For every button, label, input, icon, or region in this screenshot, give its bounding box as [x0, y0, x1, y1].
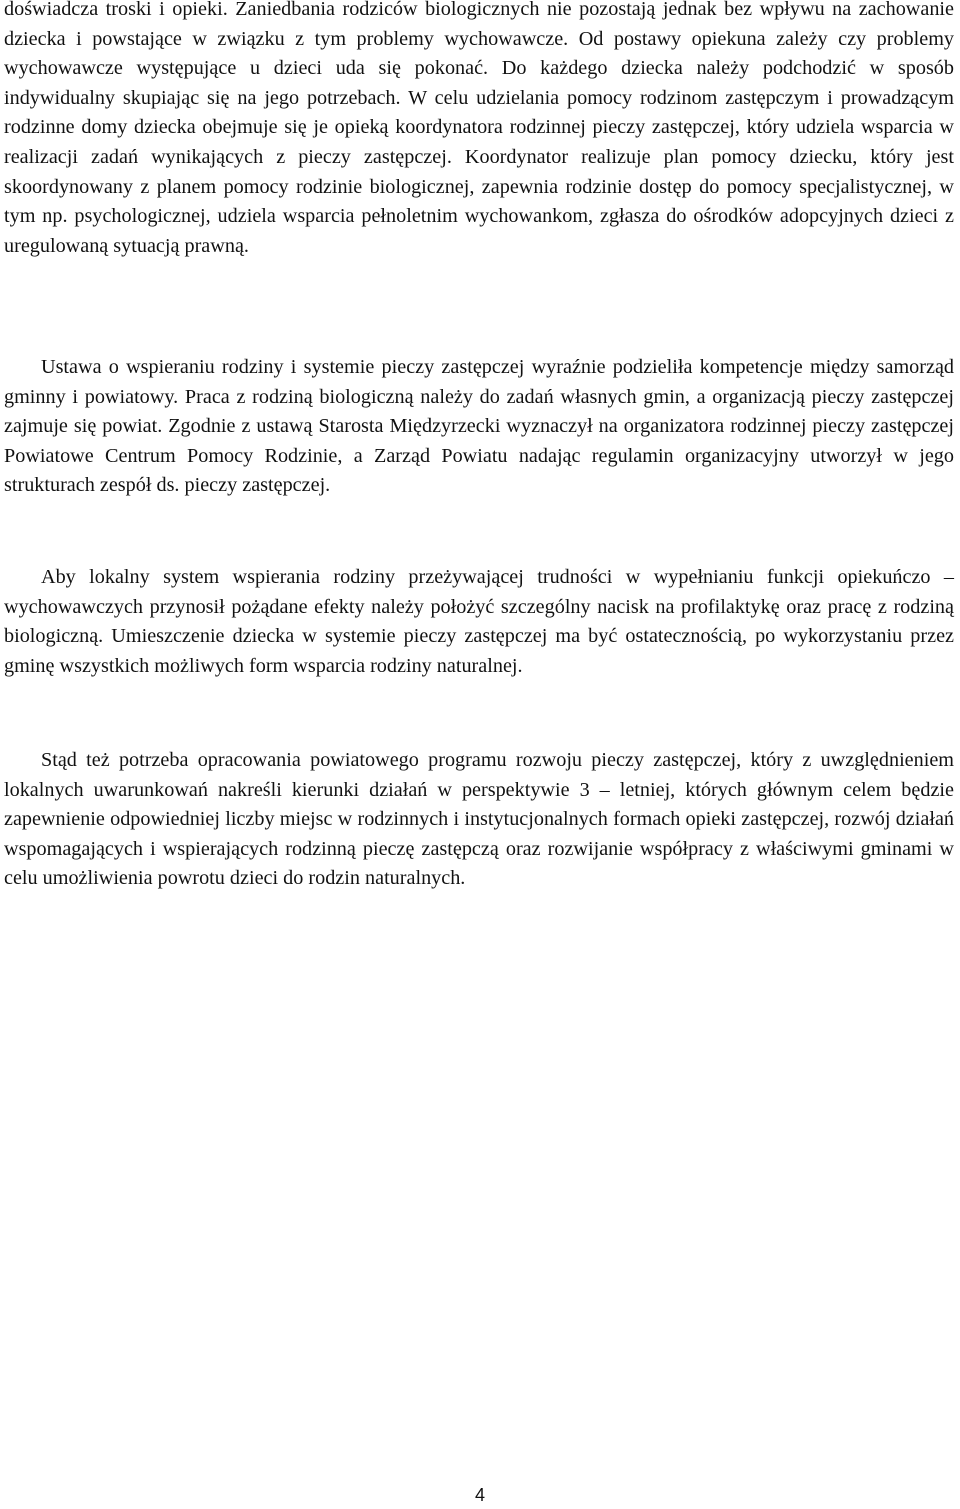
paragraph-competences: [4, 353, 954, 501]
paragraph-continued: [4, 0, 954, 261]
paragraph-local-system: [4, 563, 954, 681]
paragraph-2-text: Ustawa o wspieraniu rodziny i systemie pieczy zastępczej wyraźnie podzieliła kompetencje między samorząd gminny i powiatowy. Praca z rodziną biologiczną należy do zadań własnych gmin, a organizacją pieczy zastępczej zajmuje się powiat. Zgodnie z ustawą Starosta Międzyrzecki wyznaczył na organizatora rodzinnej pieczy zastępczej Powiatowe Centrum Pomocy Rodzinie, a Zarząd Powiatu nadając regulamin organizacyjny utworzył w jego strukturach zespół ds. pieczy zastępczej.: [4, 356, 954, 497]
paragraph-4-text: Stąd też potrzeba opracowania powiatowego programu rozwoju pieczy zastępczej, który z uwzględnieniem lokalnych uwarunkowań nakreśli kierunki działań w perspektywie 3 – letniej, których głównym celem będzie zapewnienie odpowiedniej liczby miejsc w rodzinnych i instytucjonalnych formach opieki zastępczej, rozwój działań wspomagających i wspierających rodzinną pieczę zastępczą oraz rozwijanie współpracy z właściwymi gminami w celu umożliwienia powrotu dzieci do rodzin naturalnych.: [4, 749, 954, 890]
paragraph-1-text: doświadcza troski i opieki. Zaniedbania rodziców biologicznych nie pozostają jednak bez wpływu na zachowanie dziecka i powstające w związku z tym problemy wychowawcze. Od postawy opiekuna zależy czy problemy wychowawcze występujące u dzieci uda się pokonać. Do każdego dziecka należy podchodzić w sposób indywidualny skupiając się na jego potrzebach. W celu udzielania pomocy rodzinom zastępczym i prowadzącym rodzinne domy dziecka obejmuje się je opieką koordynatora rodzinnej pieczy zastępczej, który udziela wsparcia w realizacji zadań wynikających z pieczy zastępczej. Koordynator realizuje plan pomocy dziecku, który jest skoordynowany z planem pomocy rodzinie biologicznej, zapewnia rodzinie dostęp do pomocy specjalistycznej, w tym np. psychologicznej, udziela wsparcia pełnoletnim wychowankom, zgłasza do ośrodków adopcyjnych dzieci z uregulowaną sytuacją prawną.: [4, 0, 954, 257]
page-number: 4: [474, 1485, 485, 1505]
paragraph-3-text: Aby lokalny system wspierania rodziny przeżywającej trudności w wypełnianiu funkcji opiekuńczo – wychowawczych przynosił pożądane efekty należy położyć szczególny nacisk na profilaktykę oraz pracę z rodziną biologiczną. Umieszczenie dziecka w systemie pieczy zastępczej ma być ostatecznością, po wykorzystaniu przez gminę wszystkich możliwych form wsparcia rodziny naturalnej.: [4, 566, 954, 677]
paragraph-program-need: [4, 746, 954, 894]
